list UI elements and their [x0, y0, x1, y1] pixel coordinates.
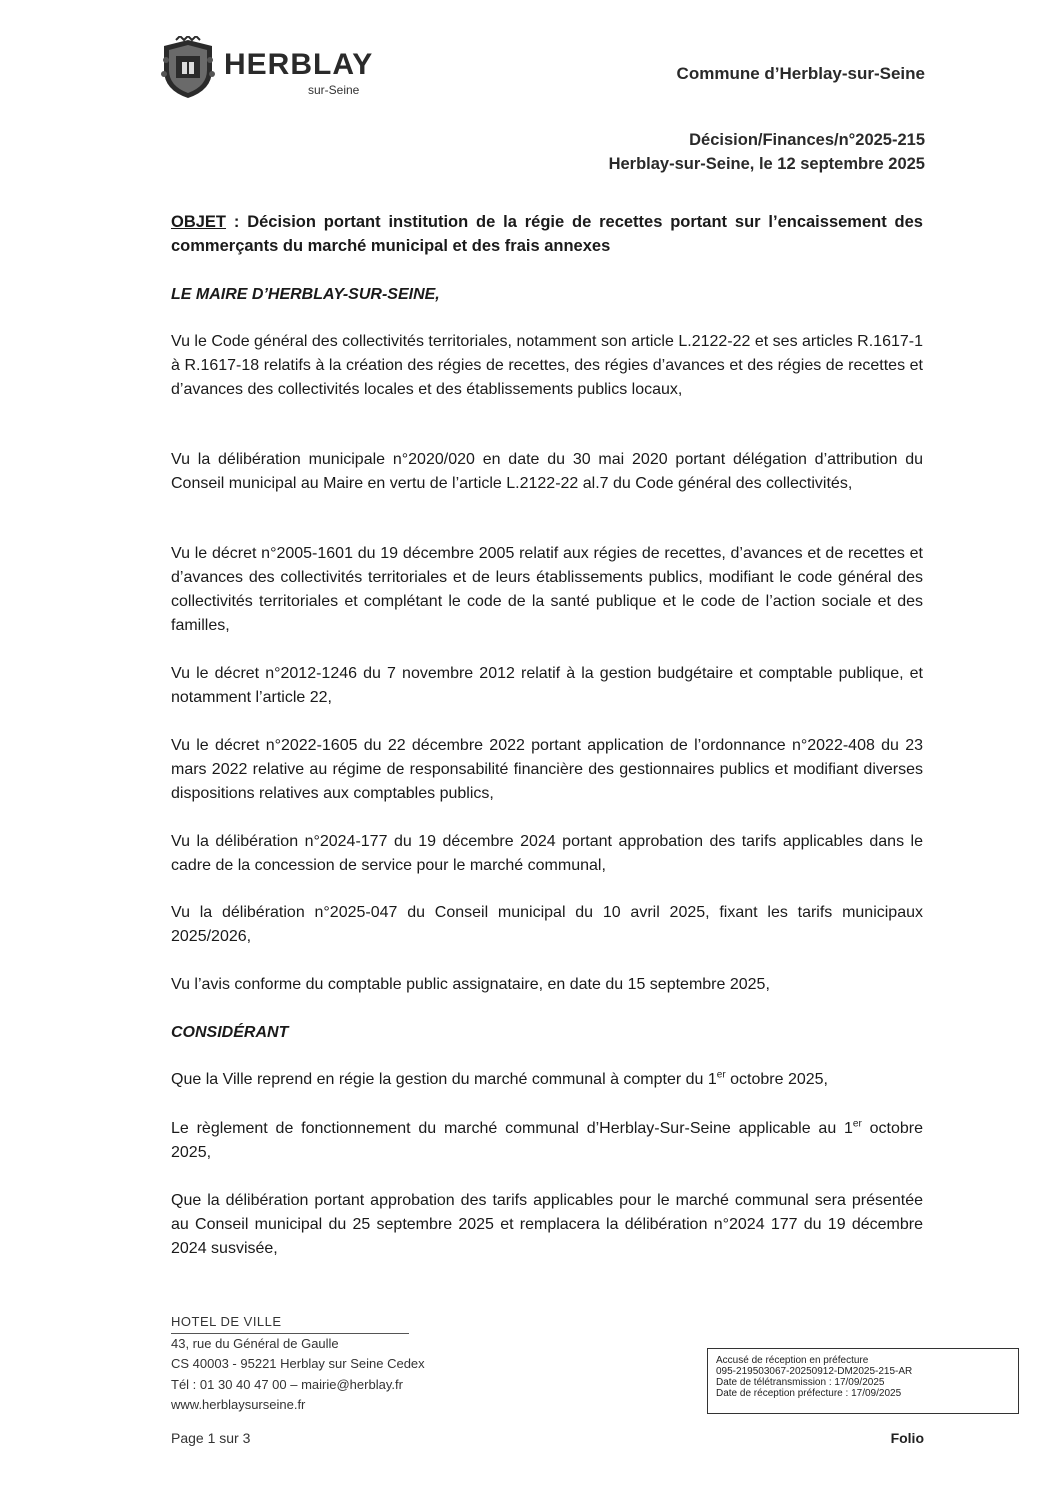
vu-paragraph: Vu la délibération n°2025-047 du Conseil municipal du 10 avril 2025, fixant les tarifs municipaux 2025/2026, — [171, 904, 923, 945]
folio-label: Folio — [890, 1430, 924, 1446]
address-city: CS 40003 - 95221 Herblay sur Seine Cedex — [171, 1356, 425, 1371]
maire-heading: LE MAIRE D’HERBLAY-SUR-SEINE, — [171, 286, 440, 303]
considerant-paragraph: Que la délibération portant approbation des tarifs applicables pour le marché communal sera présentée au Conseil municipal du 25 septembre 2025 et remplacera la délibération n°2024 177 du 19 décembre 2024 susvisée, — [171, 1192, 923, 1257]
considerant-paragraph: Que la Ville reprend en régie la gestion du marché communal à compter du 1er octobre 2025, — [171, 1069, 828, 1088]
vu-paragraph: Vu le décret n°2022-1605 du 22 décembre 2022 portant application de l’ordonnance n°2022-408 du 23 mars 2022 relative au régime de responsabilité financière des gestionnaires publics et modifiant diverses dispositions relatives aux comptables publics, — [171, 737, 923, 802]
contact-phone-email: Tél : 01 30 40 47 00 – mairie@herblay.fr — [171, 1376, 403, 1392]
city-crest-icon — [158, 36, 218, 100]
considerant-heading: CONSIDÉRANT — [171, 1024, 289, 1041]
vu-paragraph: Vu la délibération municipale n°2020/020 en date du 30 mai 2020 portant délégation d’attribution du Conseil municipal au Maire en vertu de l’article L.2122-22 al.7 du Code général des collectivités, — [171, 451, 923, 492]
vu-paragraph: Vu la délibération n°2024-177 du 19 décembre 2024 portant approbation des tarifs applicables dans le cadre de la concession de service pour le marché communal, — [171, 833, 923, 874]
vu-paragraph: Vu le décret n°2005-1601 du 19 décembre 2005 relatif aux régies de recettes, d’avances et de recettes et d’avances des collectivités territoriales et de leurs établissements publics, modifiant le code général des collectivités territoriales et complétant le code de la santé publique et le code de l’action sociale et des familles, — [171, 545, 923, 634]
decision-number: Décision/Finances/n°2025-215 — [689, 131, 925, 149]
vu-paragraph: Vu le décret n°2012-1246 du 7 novembre 2012 relatif à la gestion budgétaire et comptable publique, et notamment l’article 22, — [171, 665, 923, 706]
vu-paragraph: Vu le Code général des collectivités territoriales, notamment son article L.2122-22 et ses articles R.1617-1 à R.1617-18 relatifs à la création des régies de recettes, des régies d’avances et des régies de recettes et d’avances des collectivités locales et des établissements publics locaux, — [171, 333, 923, 398]
commune-name: Commune d’Herblay-sur-Seine — [676, 64, 925, 83]
objet-paragraph — [171, 210, 923, 258]
vu-paragraph: Vu l’avis conforme du comptable public assignataire, en date du 15 septembre 2025, — [171, 976, 770, 993]
address-street: 43, rue du Général de Gaulle — [171, 1335, 339, 1351]
objet-label: OBJET — [171, 213, 227, 231]
prefecture-receipt-stamp: Accusé de réception en préfecture 095-219503067-20250912-DM2025-215-AR Date de télétransmission : 17/09/2025 Date de réception préfecture : 17/09/2025 — [707, 1348, 1019, 1414]
herblay-logo — [158, 36, 388, 100]
considerant-paragraph: Le règlement de fonctionnement du marché communal d’Herblay-Sur-Seine applicable au 1er octobre 2025, — [171, 1118, 923, 1161]
page-number: Page 1 sur 3 — [171, 1430, 251, 1446]
logo-wordmark: HERBLAY — [224, 48, 374, 81]
footer-address — [171, 1312, 425, 1416]
decision-reference-block — [609, 128, 925, 176]
objet-text: : Décision portant institution de la régie de recettes portant sur l’encaissement des commerçants du marché municipal et des frais annexes — [171, 213, 923, 255]
logo-subline: sur-Seine — [308, 83, 360, 97]
place-date: Herblay-sur-Seine, le 12 septembre 2025 — [608, 155, 925, 173]
website: www.herblaysurseine.fr — [171, 1397, 306, 1412]
hotel-de-ville-label: HOTEL DE VILLE — [171, 1312, 409, 1334]
